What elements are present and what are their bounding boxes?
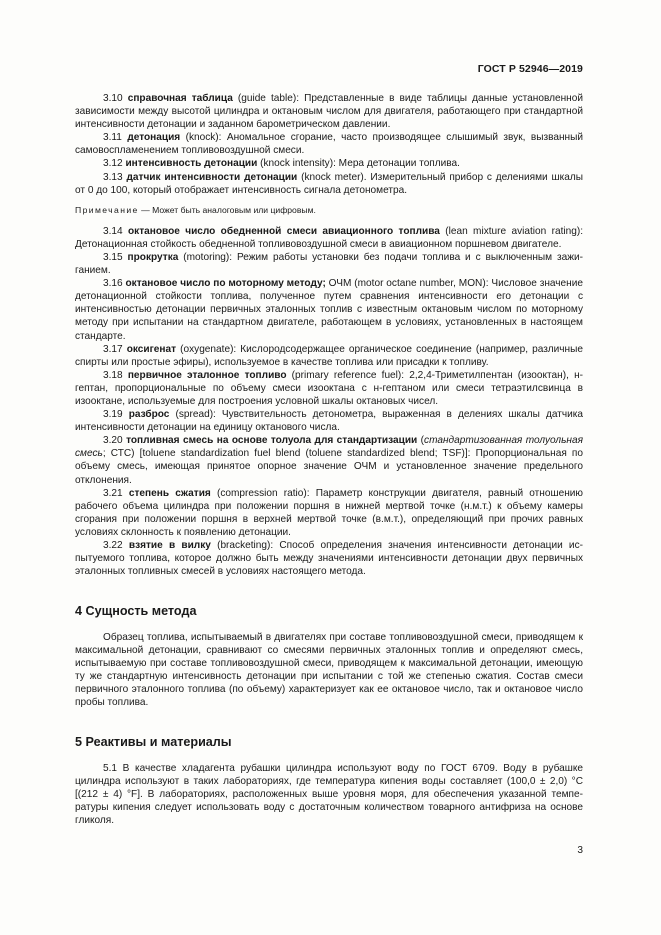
- definition-3-13: [75, 171, 583, 197]
- definition-paren: (: [417, 435, 425, 447]
- document-header: ГОСТ Р 52946—2019: [477, 63, 583, 75]
- note: [75, 205, 583, 216]
- definition-number: 3.16: [103, 278, 123, 290]
- definition-term: разброс: [128, 409, 170, 421]
- definition-number: 3.13: [103, 171, 123, 183]
- definition-number: 3.11: [103, 132, 122, 144]
- definition-number: 3.12: [103, 158, 123, 170]
- definition-term: оксигенат: [126, 343, 177, 355]
- definition-term: октановое число обедненной смеси авиационного топлива: [128, 225, 440, 237]
- definition-text: (motoring): Режим работы установки без подачи топлива и с выключенным зажиганием.: [75, 251, 583, 277]
- definition-3-22: [75, 539, 583, 578]
- note-label: Примечание: [75, 204, 139, 215]
- definition-text: (guide table): Представленные в виде таблицы данные установленной зависимости между высотой цилиндра и октановым числом для двигателя, работающего при стандартной интенсивности детонации и заданном барометрическом давлении.: [75, 93, 584, 131]
- section-5-text: 5.1 В качестве хладагента рубашки цилиндра используют воду по ГОСТ 6709. Воду в рубашке цилиндра используют в таких лабораториях, где температура кипения воды составляет (100,0 ± 2,0) °С [(212 ± 4) °F]. В лабораториях, расположенных выше уровня моря, для обеспечения указанной температуры кипения следует использовать воду с достаточным количеством товарного антифриза на основе гликоля.: [75, 763, 583, 827]
- definitions-block: [75, 92, 583, 578]
- definition-text: (bracketing): Способ определения значения интенсивности детонации испытуемого топлива, которое должно быть между значениями интенсивности детонации двух первичных эталонных топливных смесей в условиях настоящего метода.: [75, 540, 583, 578]
- definition-term: интенсивность детонации: [125, 158, 258, 170]
- definition-number: 3.19: [103, 409, 123, 421]
- definition-term: датчик интенсивности детонации: [126, 171, 298, 183]
- definition-3-16: [75, 277, 583, 342]
- definition-3-10: [75, 92, 583, 131]
- definition-term: справочная таблица: [127, 93, 233, 104]
- definition-number: 3.17: [103, 343, 123, 355]
- definition-number: 3.10: [103, 93, 123, 104]
- definition-number: 3.22: [103, 540, 123, 551]
- definition-number: 3.20: [103, 435, 123, 447]
- note-text: — Может быть аналоговым или цифровым.: [138, 204, 316, 215]
- definition-3-15: [75, 251, 583, 277]
- definition-text: (knock intensity): Мера детонации топлива.: [257, 158, 460, 170]
- definition-number: 3.21: [103, 487, 123, 499]
- section-4-heading: 4 Сущность метода: [75, 604, 197, 618]
- definition-number: 3.18: [103, 369, 123, 381]
- definition-3-20: [75, 434, 583, 486]
- definition-text: ; СТС) [toluene standardization fuel blend (toluene standardized blend; TSF)]: Пропорциональная по объему смесь, имеющая принятое опорное значение ОЧМ и установленное значение предельного отклонения.: [75, 448, 583, 486]
- definition-term: октановое число по моторному методу;: [125, 278, 326, 290]
- section-5-heading: 5 Реактивы и материалы: [75, 735, 232, 749]
- definition-term: прокрутка: [127, 251, 179, 263]
- definition-3-14: [75, 225, 583, 251]
- definition-term: первичное эталонное топливо: [127, 369, 287, 381]
- definition-text: ОЧМ (motor octane number, MON): Числовое значение детонационной стойкости топлива, полученное путем сравнения интенсивности его детонации с интенсивностью детонации первичных эталонных топлив с известным октановым числом по моторному методу при испытании на стандартном двигателе, работающем в условиях, установленных в настоящем стандарте.: [75, 278, 583, 342]
- definition-text: (knock meter). Измерительный прибор с делениями шкалы от 0 до 100, который отображает интенсивность сигнала детонометра.: [75, 171, 583, 196]
- definition-term: детонация: [127, 132, 181, 144]
- definition-text: (oxygenate): Кислородсодержащее органическое соединение (например, различные спирты или простые эфиры), используемое в качестве топлива или присадки к топливу.: [75, 343, 583, 368]
- definition-term: степень сжатия: [128, 487, 211, 499]
- definition-term: взятие в вилку: [128, 540, 211, 551]
- section-4-text: Образец топлива, испытываемый в двигателях при составе топливовоздушной смеси, приводящем к максимальной детонации, сравнивают со смесями первичных эталонных топлив и определяют смесь, испытываемую при составе топливовоздушной смеси, приводящем к максимальной детонации, имеющую ту же стандартную интенсивность детонации при испытании с той же степенью сжатия. Состав смеси первичного эталонного топлива (по объему) характеризует как ее октановое число, так и октановое число пробы топлива.: [75, 632, 583, 709]
- definition-3-17: [75, 343, 583, 369]
- page-number: 3: [577, 845, 583, 856]
- definition-text: (compression ratio): Параметр конструкции двигателя, равный отношению рабочего объема цилиндра при положении поршня в нижней мертвой точке (н.м.т.) к объему камеры сгорания при положении поршня в верхней мертвой точке (в.м.т.), определяющий при прочих равных условиях склонность к появлению детонации.: [75, 487, 583, 538]
- definition-text: (lean mixture aviation rating): Детонационная стойкость обедненной топливовоздушной смеси в авиационном поршневом двигателе.: [75, 225, 584, 250]
- definition-number: 3.15: [103, 251, 123, 263]
- definition-alt-term: стандартизованная толуольная смесь: [75, 435, 583, 460]
- definition-3-11: [75, 131, 583, 157]
- definition-3-21: [75, 487, 583, 539]
- definition-number: 3.14: [103, 225, 123, 237]
- definition-3-18: [75, 369, 583, 408]
- definition-text: (primary reference fuel): 2,2,4-Триметилпентан (изооктан), н-гептан, пропорциональные по объему смеси изооктана с н-гептаном или смеси тетраэтилсвинца в изооктане, используемые для построения условной шкалы октановых чисел.: [75, 369, 583, 407]
- definition-text: (knock): Аномальное сгорание, часто производящее слышимый звук, вызванный самовоспламенением топливовоздушной смеси.: [75, 132, 584, 157]
- definition-term: топливная смесь на основе толуола для стандартизации: [126, 435, 418, 447]
- definition-3-19: [75, 408, 583, 434]
- definition-3-12: [75, 157, 583, 170]
- definition-text: (spread): Чувствительность детонометра, выраженная в делениях шкалы датчика интенсивности детонации на единицу октанового числа.: [75, 409, 583, 434]
